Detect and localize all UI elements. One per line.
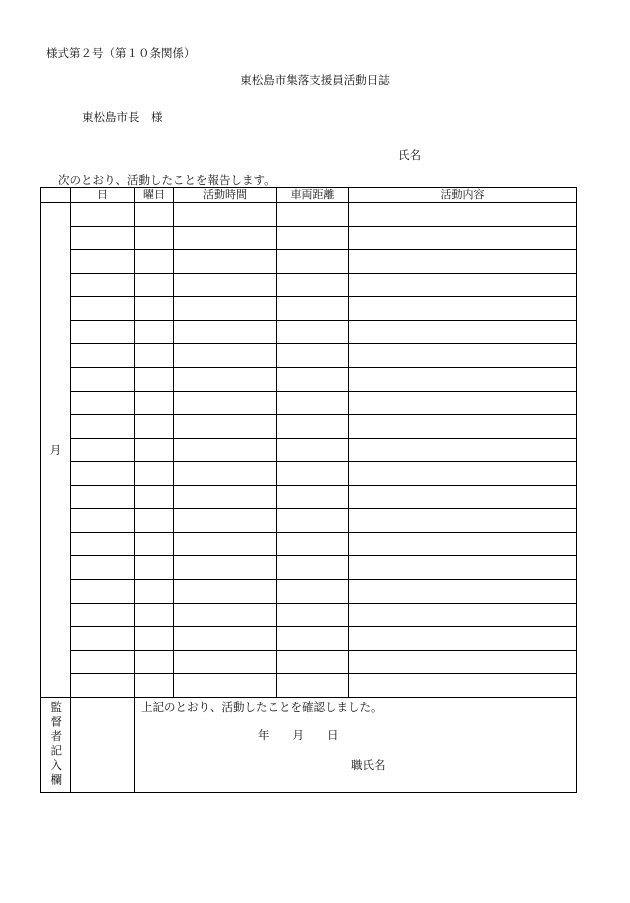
- cell-time: [174, 392, 277, 416]
- cell-content: [349, 274, 577, 298]
- supervisor-label-cell: [41, 698, 71, 793]
- cell-content: [349, 392, 577, 416]
- cell-time: [174, 462, 277, 486]
- cell-distance: [277, 651, 349, 675]
- cell-day: [71, 651, 135, 675]
- cell-distance: [277, 297, 349, 321]
- cell-distance: [277, 627, 349, 651]
- activity-log-table: [40, 187, 577, 793]
- cell-time: [174, 627, 277, 651]
- cell-day: [71, 674, 135, 698]
- cell-time: [174, 674, 277, 698]
- cell-day: [71, 321, 135, 345]
- signature-label: 職氏名: [351, 757, 386, 772]
- cell-time: [174, 533, 277, 557]
- cell-distance: [277, 533, 349, 557]
- cell-distance: [277, 486, 349, 510]
- cell-distance: [277, 250, 349, 274]
- cell-time: [174, 203, 277, 227]
- form-number: 様式第２号（第１０条関係）: [46, 46, 196, 60]
- cell-weekday: [135, 651, 174, 675]
- cell-distance: [277, 580, 349, 604]
- cell-time: [174, 486, 277, 510]
- cell-content: [349, 627, 577, 651]
- cell-day: [71, 250, 135, 274]
- cell-distance: [277, 392, 349, 416]
- cell-weekday: [135, 321, 174, 345]
- cell-weekday: [135, 627, 174, 651]
- date-line: 年 月 日: [258, 727, 339, 742]
- cell-weekday: [135, 509, 174, 533]
- cell-content: [349, 674, 577, 698]
- cell-day: [71, 227, 135, 251]
- cell-distance: [277, 674, 349, 698]
- cell-distance: [277, 321, 349, 345]
- cell-content: [349, 368, 577, 392]
- name-label: 氏名: [398, 148, 421, 162]
- cell-distance: [277, 604, 349, 628]
- cell-time: [174, 651, 277, 675]
- month-label: 月: [49, 442, 62, 457]
- cell-time: [174, 439, 277, 463]
- cell-weekday: [135, 580, 174, 604]
- cell-distance: [277, 462, 349, 486]
- cell-time: [174, 297, 277, 321]
- supervisor-blank-cell: [71, 698, 135, 793]
- confirmation-text: 上記のとおり、活動したことを確認しました。: [141, 699, 383, 714]
- cell-content: [349, 462, 577, 486]
- cell-day: [71, 344, 135, 368]
- cell-content: [349, 227, 577, 251]
- cell-day: [71, 556, 135, 580]
- cell-distance: [277, 227, 349, 251]
- supervisor-confirmation-cell: [135, 698, 577, 793]
- cell-time: [174, 344, 277, 368]
- cell-day: [71, 392, 135, 416]
- cell-time: [174, 415, 277, 439]
- header-activity-content: 活動内容: [349, 188, 577, 203]
- cell-content: [349, 439, 577, 463]
- cell-content: [349, 415, 577, 439]
- cell-day: [71, 368, 135, 392]
- cell-distance: [277, 344, 349, 368]
- cell-day: [71, 604, 135, 628]
- cell-distance: [277, 368, 349, 392]
- cell-content: [349, 297, 577, 321]
- page-title: 東松島市集落支援員活動日誌: [240, 73, 390, 87]
- cell-weekday: [135, 274, 174, 298]
- cell-distance: [277, 439, 349, 463]
- cell-weekday: [135, 415, 174, 439]
- cell-time: [174, 509, 277, 533]
- cell-day: [71, 297, 135, 321]
- cell-content: [349, 203, 577, 227]
- cell-time: [174, 556, 277, 580]
- cell-day: [71, 486, 135, 510]
- cell-weekday: [135, 486, 174, 510]
- supervisor-label: 監督者記入欄: [49, 701, 64, 789]
- cell-weekday: [135, 674, 174, 698]
- cell-content: [349, 321, 577, 345]
- cell-day: [71, 274, 135, 298]
- cell-time: [174, 580, 277, 604]
- cell-weekday: [135, 203, 174, 227]
- cell-distance: [277, 274, 349, 298]
- cell-content: [349, 604, 577, 628]
- header-blank: [41, 188, 71, 203]
- cell-content: [349, 250, 577, 274]
- cell-day: [71, 462, 135, 486]
- cell-weekday: [135, 556, 174, 580]
- cell-weekday: [135, 533, 174, 557]
- month-cell: [41, 203, 71, 698]
- cell-weekday: [135, 344, 174, 368]
- intro-text: 次のとおり、活動したことを報告します。: [58, 173, 276, 187]
- cell-time: [174, 604, 277, 628]
- cell-content: [349, 651, 577, 675]
- header-weekday: 曜日: [135, 188, 174, 203]
- cell-distance: [277, 415, 349, 439]
- cell-weekday: [135, 604, 174, 628]
- cell-time: [174, 321, 277, 345]
- cell-content: [349, 580, 577, 604]
- cell-day: [71, 580, 135, 604]
- cell-day: [71, 533, 135, 557]
- cell-content: [349, 533, 577, 557]
- cell-weekday: [135, 462, 174, 486]
- cell-content: [349, 556, 577, 580]
- header-day: 日: [71, 188, 135, 203]
- cell-distance: [277, 509, 349, 533]
- header-vehicle-distance: 車両距離: [277, 188, 349, 203]
- cell-distance: [277, 556, 349, 580]
- cell-weekday: [135, 368, 174, 392]
- cell-time: [174, 274, 277, 298]
- cell-time: [174, 250, 277, 274]
- cell-content: [349, 344, 577, 368]
- header-activity-time: 活動時間: [174, 188, 277, 203]
- cell-weekday: [135, 392, 174, 416]
- cell-weekday: [135, 250, 174, 274]
- cell-time: [174, 227, 277, 251]
- cell-weekday: [135, 297, 174, 321]
- cell-day: [71, 627, 135, 651]
- cell-weekday: [135, 439, 174, 463]
- cell-weekday: [135, 227, 174, 251]
- cell-day: [71, 203, 135, 227]
- cell-distance: [277, 203, 349, 227]
- cell-day: [71, 439, 135, 463]
- cell-content: [349, 509, 577, 533]
- cell-time: [174, 368, 277, 392]
- cell-day: [71, 509, 135, 533]
- cell-content: [349, 486, 577, 510]
- addressee: 東松島市長 様: [82, 110, 163, 124]
- cell-day: [71, 415, 135, 439]
